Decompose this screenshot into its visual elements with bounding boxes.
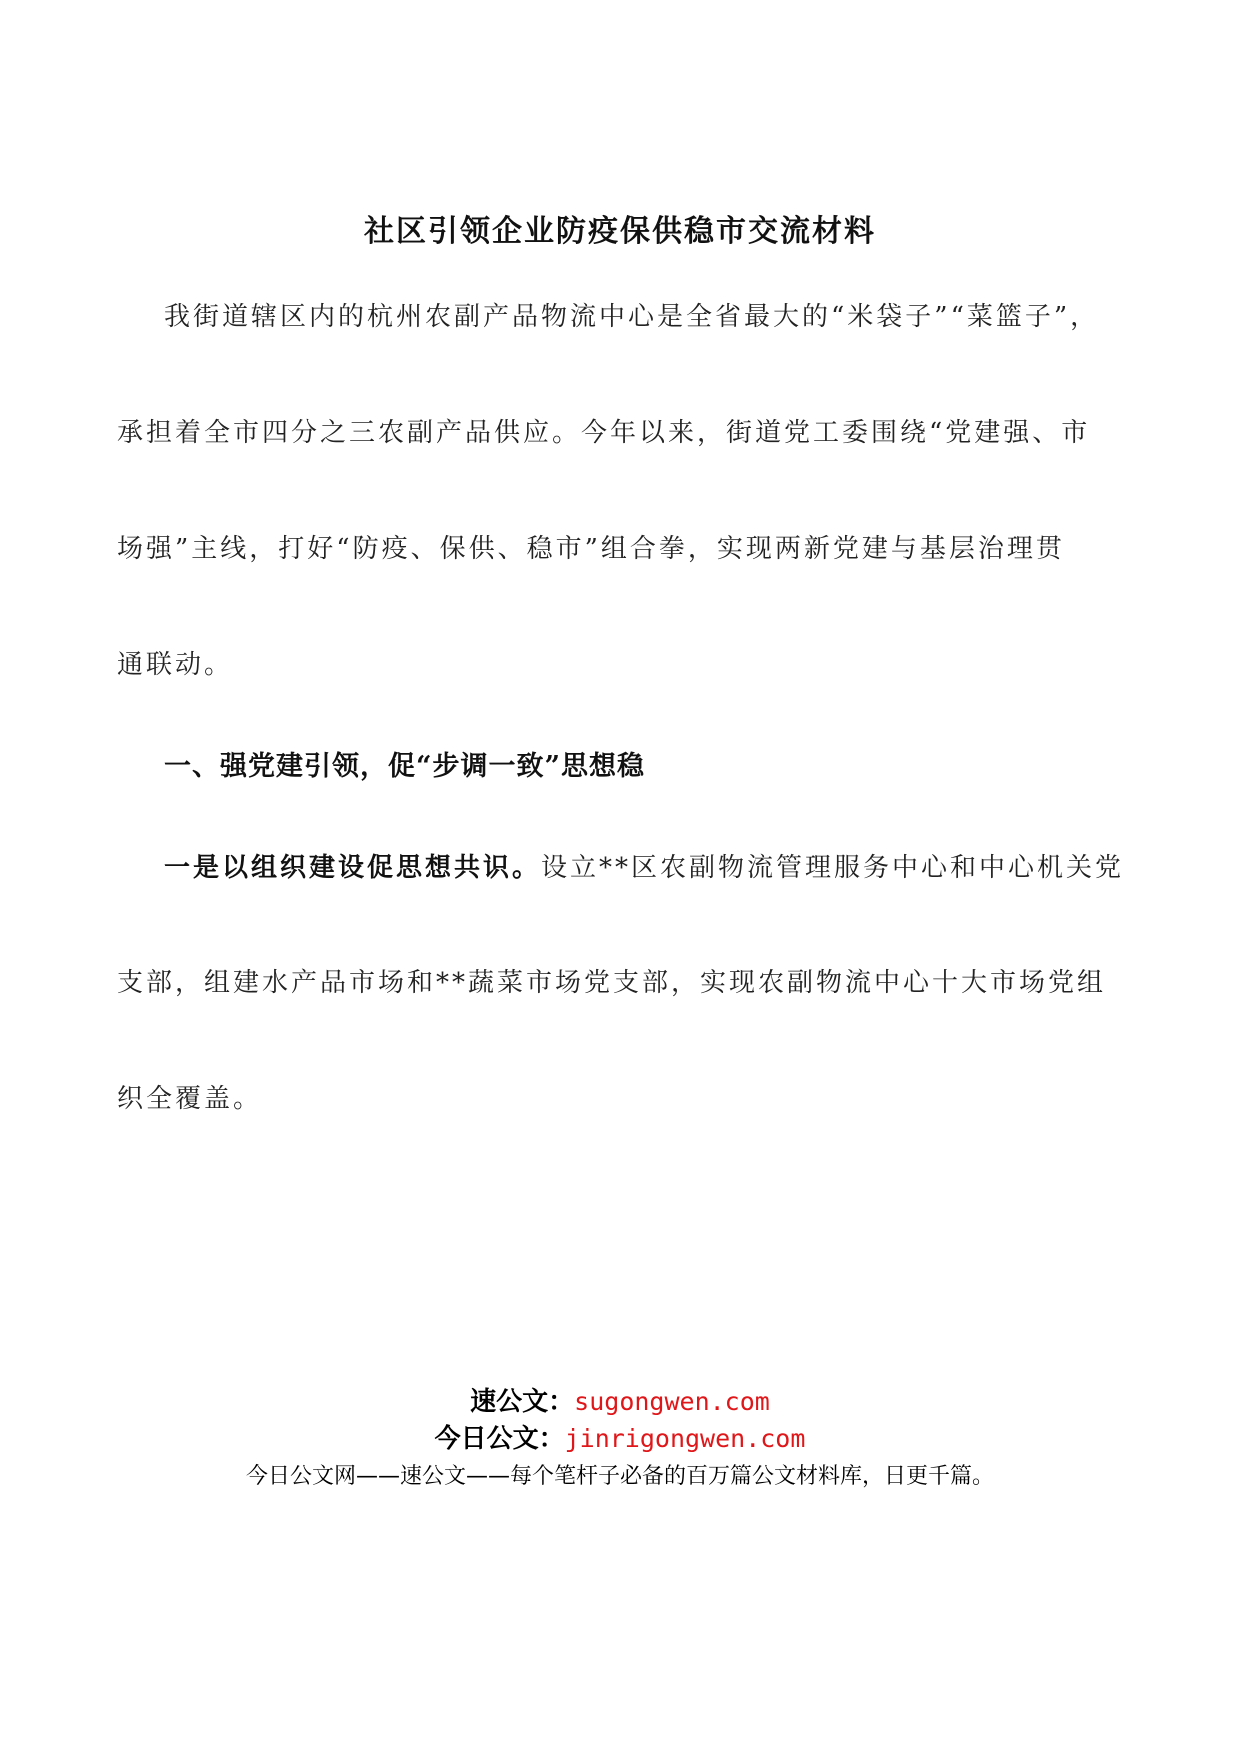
paragraph-2-line-1 bbox=[117, 847, 1172, 884]
footer-jinrigongwen-label: 今日公文： bbox=[434, 1424, 565, 1454]
paragraph-1-line-3: 场强”主线，打好“防疫、保供、稳市”组合拳，实现两新党建与基层治理贯 bbox=[117, 534, 1065, 564]
paragraph-1-line-1: 我街道辖区内的杭州农副产品物流中心是全省最大的“米袋子”“菜篮子”， bbox=[164, 302, 1100, 332]
paragraph-2-line-2: 支部，组建水产品市场和**蔬菜市场党支部，实现农副物流中心十大市场党组 bbox=[117, 968, 1107, 998]
section-1-heading: 一、强党建引领，促“步调一致”思想稳 bbox=[164, 751, 646, 782]
paragraph-1-line-4: 通联动。 bbox=[117, 650, 234, 680]
footer-slogan: 今日公文网——速公文——每个笔杆子必备的百万篇公文材料库，日更千篇。 bbox=[245, 1464, 994, 1489]
footer-sugongwen-link[interactable]: sugongwen.com bbox=[574, 1387, 770, 1416]
footer-jinrigongwen-link[interactable]: jinrigongwen.com bbox=[564, 1424, 806, 1453]
paragraph-2-line-3: 织全覆盖。 bbox=[117, 1084, 263, 1114]
paragraph-1-line-2: 承担着全市四分之三农副产品供应。今年以来，街道党工委围绕“党建强、市 bbox=[117, 418, 1091, 448]
footer-sugongwen bbox=[0, 1381, 1240, 1418]
paragraph-2-line-1-text: 设立**区农副物流管理服务中心和中心机关党 bbox=[541, 853, 1125, 883]
footer-sugongwen-label: 速公文： bbox=[470, 1387, 575, 1417]
document-title: 社区引领企业防疫保供稳市交流材料 bbox=[364, 214, 876, 249]
footer-jinrigongwen bbox=[0, 1418, 1240, 1455]
paragraph-2-lead: 一是以组织建设促思想共识。 bbox=[164, 853, 542, 883]
